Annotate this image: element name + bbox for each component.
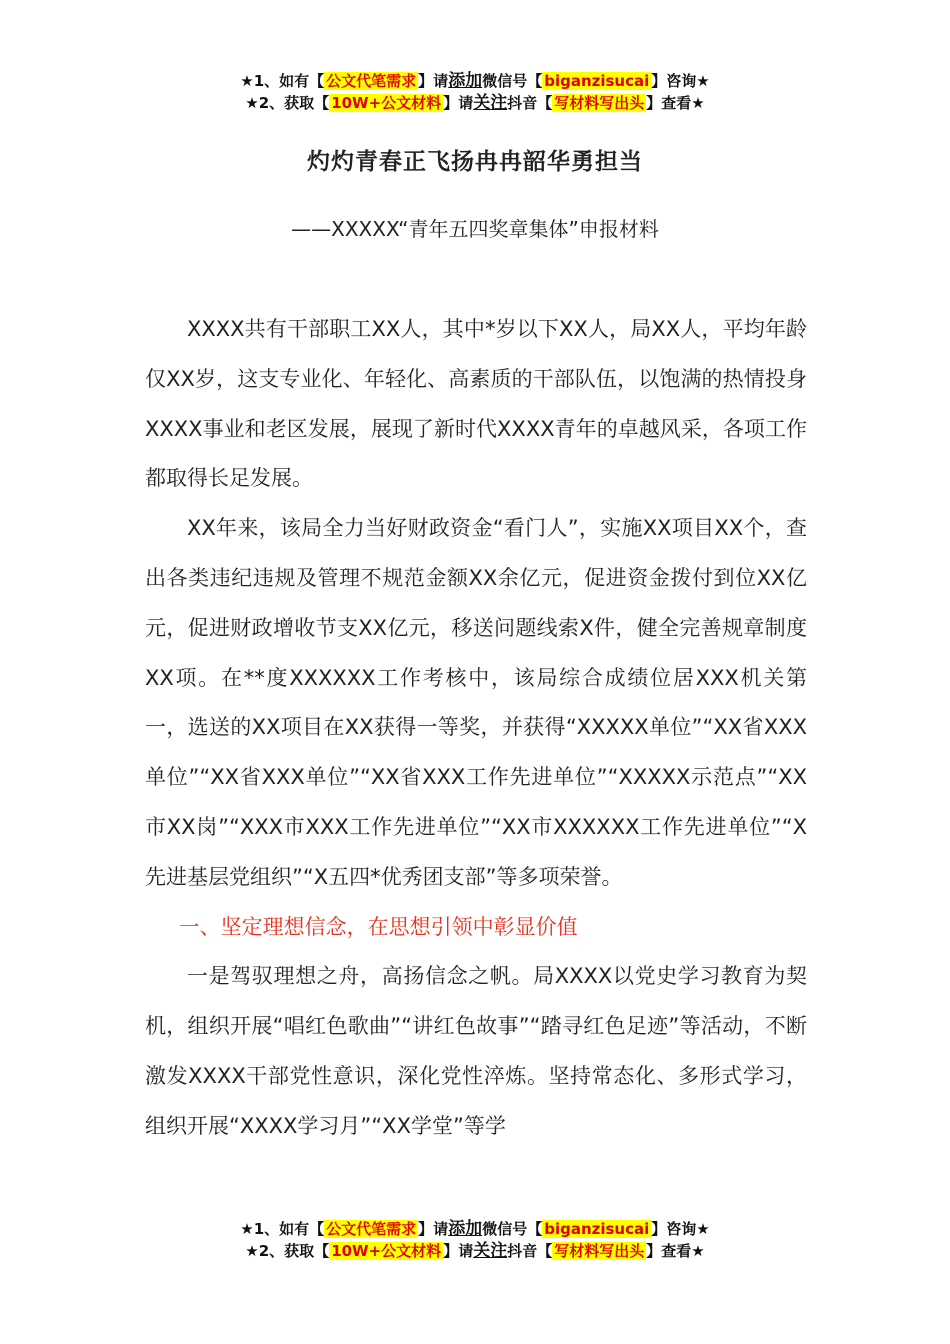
- promo-text: 】咨询★: [651, 72, 710, 90]
- promo-banner-bottom: [0, 1218, 950, 1262]
- promo-highlight: 写材料写出头: [554, 1242, 645, 1260]
- body-paragraph: XXXX共有干部职工XX人，其中*岁以下XX人，局XX人，平均年龄仅XX岁，这支专业化、年轻化、高素质的干部队伍，以饱满的热情投身XXXX事业和老区发展，展现了新时代XXXX青年的卓越风采，各项工作都取得长足发展。: [145, 317, 807, 491]
- promo-text: 抖音【: [507, 94, 553, 112]
- promo-text: 】查看★: [646, 94, 705, 112]
- promo-highlight: biganzisucai: [544, 1220, 650, 1238]
- promo-text: 微信号【: [482, 1220, 543, 1238]
- promo-underline: 关注: [473, 93, 508, 113]
- promo-text: ★1、如有【: [240, 1220, 325, 1238]
- document-subtitle: ——XXXXX“青年五四奖章集体”申报材料: [291, 217, 659, 241]
- promo-text: 】请: [443, 94, 474, 112]
- promo-highlight: 公文代笔需求: [326, 1220, 417, 1238]
- promo-highlight: 10W+公文材料: [331, 1242, 442, 1260]
- promo-text: 抖音【: [507, 1242, 553, 1260]
- promo-line-1: [0, 70, 950, 92]
- promo-text: 】请: [443, 1242, 474, 1260]
- promo-text: 】查看★: [646, 1242, 705, 1260]
- promo-banner-top: [0, 70, 950, 114]
- promo-highlight: 10W+公文材料: [331, 94, 442, 112]
- promo-highlight: biganzisucai: [544, 72, 650, 90]
- promo-text: 】请: [418, 1220, 449, 1238]
- promo-highlight: 公文代笔需求: [326, 72, 417, 90]
- section-paragraph: 一是驾驭理想之舟，高扬信念之帆。局XXXX以党史学习教育为契机，组织开展“唱红色歌曲”“讲红色故事”“踏寻红色足迹”等活动，不断激发XXXX干部党性意识，深化党性淬炼。坚持常态化、多形式学习，组织开展“XXXX学习月”“XX学堂”等学: [145, 964, 807, 1138]
- section-heading: 一、坚定理想信念，在思想引领中彰显价值: [178, 914, 578, 939]
- body-paragraph: XX年来，该局全力当好财政资金“看门人”，实施XX项目XX个，查出各类违纪违规及管理不规范金额XX余亿元，促进资金拨付到位XX亿元，促进财政增收节支XX亿元，移送问题线索X件，健全完善规章制度XX项。在**度XXXXXX工作考核中，该局综合成绩位居XXX机关第一，选送的XX项目在XX获得一等奖，并获得“XXXXX单位”“XX省XXX单位”“XX省XXX单位”“XX省XXX工作先进单位”“XXXXX示范点”“XX市XX岗”“XXX市XXX工作先进单位”“XX市XXXXXX工作先进单位”“X先进基层党组织”“X五四*优秀团支部”等多项荣誉。: [145, 516, 807, 889]
- promo-underline: 关注: [473, 1241, 508, 1261]
- promo-line-2: [0, 1240, 950, 1262]
- promo-text: ★2、获取【: [245, 94, 330, 112]
- promo-line-1: [0, 1218, 950, 1240]
- promo-text: 】咨询★: [651, 1220, 710, 1238]
- promo-text: ★2、获取【: [245, 1242, 330, 1260]
- promo-text: 微信号【: [482, 72, 543, 90]
- promo-underline: 添加: [448, 1219, 483, 1239]
- promo-line-2: [0, 92, 950, 114]
- promo-underline: 添加: [448, 71, 483, 91]
- document-body: [145, 305, 807, 1152]
- promo-text: 】请: [418, 72, 449, 90]
- promo-text: ★1、如有【: [240, 72, 325, 90]
- promo-highlight: 写材料写出头: [554, 94, 645, 112]
- document-title: 灼灼青春正飞扬冉冉韶华勇担当: [307, 149, 643, 175]
